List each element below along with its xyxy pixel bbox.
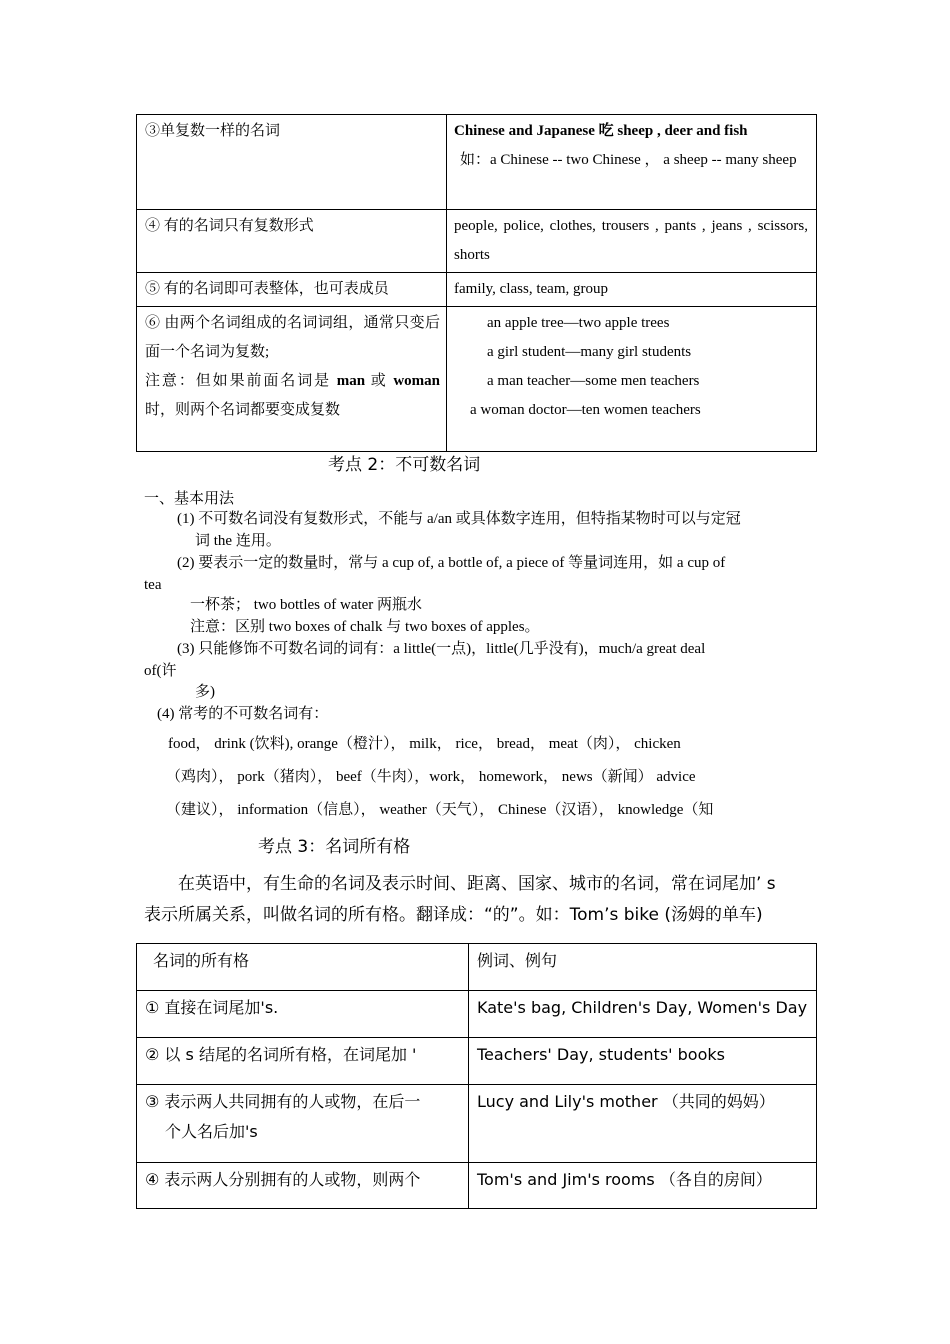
paragraph-line: 词 the 连用。 (195, 533, 281, 549)
table-cell (137, 210, 447, 273)
noun-list-line: （鸡肉）， pork（猪肉）， beef（牛肉），work， homework， news（新闻） advice (166, 769, 696, 785)
example-text: Teachers' Day, students' books (477, 1045, 725, 1064)
example-text: a man teacher—some men teachers (487, 373, 700, 389)
table-cell (447, 273, 817, 307)
table-row (137, 991, 817, 1038)
example-text: family, class, team, group (454, 281, 608, 297)
section-title: 考点 3：名词所有格 (258, 837, 411, 857)
rule-text: ① 直接在词尾加's. (145, 998, 279, 1017)
paragraph-line: (3) 只能修饰不可数名词的词有：a little(一点)，little(几乎没有)，much/a great deal (177, 641, 706, 657)
table-row (137, 1085, 817, 1163)
table-row (137, 307, 817, 452)
rule-text: ④ 表示两人分别拥有的人或物，则两个 (145, 1170, 421, 1189)
note-text: 时，则两个名词都要变成复数 (145, 402, 341, 418)
table-row (137, 210, 817, 273)
noun-list-line: food， drink (饮料), orange（橙汁）， milk， rice， bread， meat（肉）， chicken (168, 736, 681, 752)
table-cell (469, 1085, 817, 1163)
table-row (137, 1038, 817, 1085)
table-cell (447, 115, 817, 210)
table-cell (137, 115, 447, 210)
example-text: Tom's and Jim's rooms （各自的房间） (477, 1170, 772, 1189)
paragraph-line: 注意：区别 two boxes of chalk 与 two boxes of apples。 (190, 619, 540, 635)
paragraph-line: 在英语中，有生命的名词及表示时间、距离、国家、城市的名词，常在词尾加’ s (178, 874, 776, 894)
table-cell (137, 991, 469, 1038)
table-cell (469, 1038, 817, 1085)
paragraph-line: (4) 常考的不可数名词有： (157, 706, 329, 722)
rule-text: ③单复数一样的名词 (145, 123, 281, 139)
note-text: 注意：但如果前面名词是 (145, 373, 337, 389)
rule-text: ⑤ 有的名词即可表整体，也可表成员 (145, 281, 389, 297)
example-heading: Chinese and Japanese 吃 sheep , deer and fish (454, 123, 748, 139)
noun-plural-table (136, 114, 817, 452)
paragraph-line: tea (144, 577, 162, 593)
note-bold: woman (393, 373, 440, 389)
table-cell (469, 991, 817, 1038)
table-row (137, 1163, 817, 1209)
header-text: 例词、例句 (477, 951, 558, 970)
paragraph-line: 一杯茶； two bottles of water 两瓶水 (190, 597, 423, 613)
table-cell (137, 307, 447, 452)
table-header-cell (469, 944, 817, 991)
note-text: 或 (365, 373, 394, 389)
note-bold: man (336, 373, 366, 389)
example-text: Kate's bag, Children's Day, Women's Day (477, 998, 808, 1017)
example-text: 如：a Chinese -- two Chinese ， a sheep -- many sheep (460, 152, 797, 168)
table-cell (469, 1163, 817, 1209)
possessive-table (136, 943, 817, 1209)
example-text: Lucy and Lily's mother （共同的妈妈） (477, 1092, 775, 1111)
table-cell (137, 273, 447, 307)
paragraph-line: of(许 (144, 663, 177, 679)
table-row (137, 273, 817, 307)
table-cell (137, 1163, 469, 1209)
example-text: people, police, clothes, trousers , pants , jeans , scissors, shorts (454, 218, 808, 263)
paragraph-line: 多) (195, 684, 215, 700)
table-cell (137, 1038, 469, 1085)
noun-list-line: （建议）， information（信息）， weather（天气）， Chinese（汉语）， knowledge（知 (166, 802, 714, 818)
example-text: a girl student—many girl students (487, 344, 692, 360)
section-title: 考点 2：不可数名词 (328, 455, 481, 475)
table-header-cell (137, 944, 469, 991)
table-row (137, 115, 817, 210)
example-text: an apple tree—two apple trees (487, 315, 670, 331)
rule-text: 个人名后加's (165, 1122, 258, 1141)
rule-text: ③ 表示两人共同拥有的人或物，在后一 (145, 1092, 421, 1111)
rule-text: ⑥ 由两个名词组成的名词词组，通常只变后面一个名词为复数; (145, 315, 440, 360)
table-header-row (137, 944, 817, 991)
paragraph-line: (1) 不可数名词没有复数形式，不能与 a/an 或具体数字连用，但特指某物时可以与定冠 (177, 511, 741, 527)
table-cell (447, 210, 817, 273)
table-cell (137, 1085, 469, 1163)
table-cell (447, 307, 817, 452)
example-text: a woman doctor—ten women teachers (470, 402, 701, 418)
rule-text: ② 以 s 结尾的名词所有格，在词尾加 ' (145, 1045, 417, 1064)
section-subtitle: 一、基本用法 (144, 489, 235, 507)
paragraph-line: 表示所属关系，叫做名词的所有格。翻译成：“的”。如：Tom’s bike (汤姆的单车) (144, 905, 763, 925)
paragraph-line: (2) 要表示一定的数量时，常与 a cup of, a bottle of, a piece of 等量词连用，如 a cup of (177, 555, 726, 571)
header-text: 名词的所有格 (153, 951, 250, 970)
rule-text: ④ 有的名词只有复数形式 (145, 218, 314, 234)
rule-note (145, 367, 440, 425)
